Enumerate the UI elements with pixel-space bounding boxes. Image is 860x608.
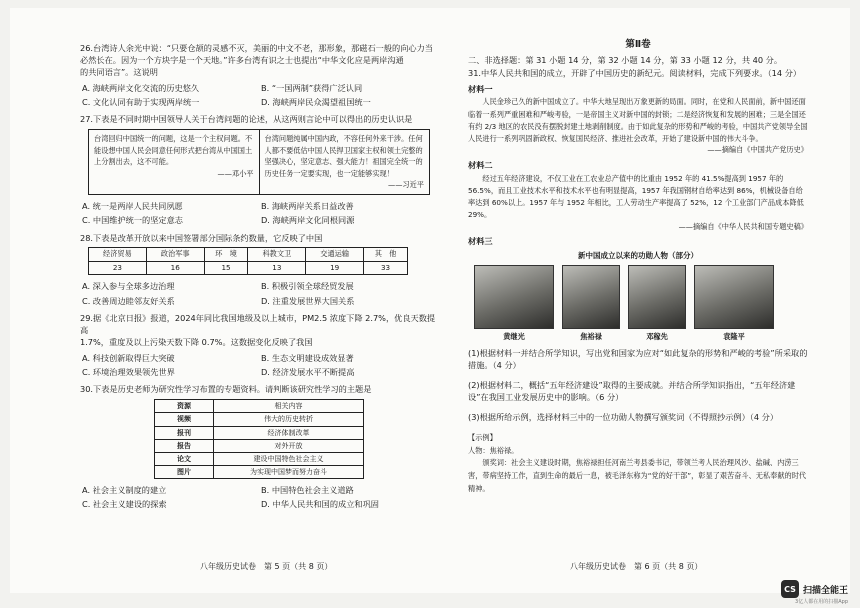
q27-stem: 27.下表是不同时期中国领导人关于台湾问题的论述，从这两则言论中可以得出的历史认识是 [80,114,413,125]
question-30 [80,384,440,511]
photo-deng-jiaxian [628,265,686,342]
example-award-speech: 颁奖词：社会主义建设时期，焦裕禄担任河南兰考县委书记，带领兰考人民治理风沙、盐碱、内涝三害，带病坚持工作，直到生命的最后一息，被毛泽东称为“党的好干部”，彰显了艰苦奋斗、无私奉献的时代精神。 [468,458,807,493]
portrait-image [474,265,554,329]
material-1-source: ——摘编自《中国共产党历史》 [707,145,808,155]
material-2-source: ——摘编自《中华人民共和国专题史稿》 [678,221,808,231]
portrait-image [694,265,774,329]
page-5 [80,38,440,512]
question-31-stem: 31.中华人民共和国的成立，开辟了中国历史的新纪元。阅读材料，完成下列要求。（14 分） [468,67,802,78]
photo-jiao-yulu [562,265,620,342]
photo-caption: 焦裕禄 [580,331,602,341]
camscanner-tagline: 3亿人都在用的扫描App [795,599,848,605]
question-27 [80,114,440,227]
q30-header-resource: 资源 [155,400,214,413]
sub-question-2: (2)根据材料二，概括“五年经济建设”取得的主要成就。并结合所学知识指出，“五年经济建设”在我国工业发展历史中的影响。（6 分） [468,380,796,403]
sub-question-1: (1)根据材料一并结合所学知识，写出党和国家为应对“如此复杂的形势和严峻的考验”所采取的措施。（4 分） [468,348,808,371]
material-3-heading: 材料三 [468,236,493,247]
q28-header-cell: 政治军事 [146,248,204,261]
q30-header-content: 相关内容 [214,400,364,413]
camscanner-watermark [781,580,848,605]
section-instruction: 二、非选择题：第 31 小题 14 分，第 32 小题 14 分，第 33 小题 12 分，共 40 分。 [468,54,783,65]
q30-option-c: C. 社会主义建设的探索 [82,499,167,510]
example-heading: 【示例】 [468,433,497,443]
table-cell: 经济体制改革 [214,426,364,439]
q29-option-b: B. 生态文明建设成效显著 [261,352,354,363]
q29-option-a: A. 科技创新取得巨大突破 [82,352,175,363]
q28-header-cell: 环 境 [204,248,248,261]
q30-option-d: D. 中华人民共和国的成立和巩固 [261,499,379,510]
q28-header-cell: 交通运输 [306,248,364,261]
q28-option-a: A. 深入参与全球多边治理 [82,281,175,292]
q27-quote-1-text: 台湾回归中国统一的问题，这是一个主权问题。不能设想中国人民会同意任何形式把台湾从中国国土上分割出去，这不可能。 [94,134,253,167]
q27-signature-1: ——邓小平 [217,168,254,178]
q30-resource-table [154,399,364,479]
q27-option-c: C. 中国维护统一的坚定意志 [82,215,183,226]
q28-value-cell: 19 [306,261,364,274]
table-cell: 为实现中国梦而努力奋斗 [214,465,364,478]
question-29 [80,313,440,379]
q26-option-c: C. 文化认同有助于实现两岸统一 [82,97,200,108]
q27-quote-table [88,129,430,195]
material-2-heading: 材料二 [468,159,493,170]
table-cell: 伟大的历史转折 [214,413,364,426]
q26-option-b: B. “一国两制”获得广泛认同 [261,82,363,93]
q26-stem-1: 26.台湾诗人余光中说：“只要仓颉的灵感不灭，美丽的中文不老，那形象，那磁石一般的向心力当 [80,43,433,53]
q29-stem-1: 29.据《北京日报》报道，2024年同比我国地级及以上城市，PM2.5 浓度下降 2.7%，优良天数提高 [80,312,436,335]
q28-header-cell: 其 他 [364,248,408,261]
page-5-footer: 八年级历史试卷 第 5 页（共 8 页） [200,562,333,571]
camscanner-name: 扫描全能王 [802,585,848,596]
q28-option-d: D. 注重发展世界大国关系 [261,295,355,306]
material-1-text: 人民金珍己久的新中国成立了。中华大地呈现出万象更新的局面。同时，在党和人民面前，新中国还面临着一系列严重困难和严峻考验，一是帝国主义对新中国的封锁；二是经济恢复和发展的困难；三是全国还有约 2/3 地区的农民没有摆脱封建土地剥削制度。由于如此复杂的形势和严峻的考验，中国共产党领导全国人民进行一系列巩固新政权、恢复国民经济、推进社会改革，开始了建设新中国的伟大斗争。 [468,97,808,144]
q28-value-cell: 13 [248,261,306,274]
q26-stem-3: 的共同语言”。这说明 [80,66,158,77]
q28-stem: 28.下表是改革开放以来中国签署部分国际条约数量，它反映了中国 [80,232,323,243]
q28-value-cell: 33 [364,261,408,274]
camscanner-logo-icon: CS [781,580,799,598]
question-28 [80,233,440,308]
material-2-text: 经过五年经济建设，不仅工业在工农业总产值中的比重由 1952 年的 41.5%提高到 1957 年的 56.5%，而且工业技术水平和技术水平也有明显提高，1957 年我国钢材自给率达到 86%，机械设备自给率达到 60%以上。1957 年与 1952 年相比，工人劳动生产率提高了 52%，12 个工业部门产品成本降低 29%。 [468,173,804,220]
q27-option-a: A. 统一是两岸人民共同夙愿 [82,200,183,211]
q28-header-cell: 科教文卫 [248,248,306,261]
page-6 [468,8,808,495]
q29-option-c: C. 环境治理效果领先世界 [82,366,175,377]
portrait-image [562,265,620,329]
q26-stem-2: 必然长在。因为一个方块字是一个天地。”许多台湾有识之士也提出“中华文化应是两岸沟通 [80,54,404,65]
photo-yuan-longping [694,265,774,342]
q28-header-cell: 经济贸易 [89,248,147,261]
exam-sheet [10,8,850,593]
q30-option-b: B. 中国特色社会主义道路 [261,485,354,496]
material-1-heading: 材料一 [468,83,493,94]
table-cell: 建设中国特色社会主义 [214,452,364,465]
section-title: 第Ⅱ卷 [625,39,651,50]
table-row: 论文 [155,452,214,465]
q28-value-cell: 16 [146,261,204,274]
q30-stem: 30.下表是历史老师为研究性学习布置的专题资料。请判断该研究性学习的主题是 [80,384,372,395]
q29-option-d: D. 经济发展水平不断提高 [261,366,355,377]
q26-option-a: A. 海峡两岸文化交流的历史悠久 [82,82,200,93]
table-row: 视频 [155,413,214,426]
q28-option-b: B. 积极引领全球经贸发展 [261,281,354,292]
q27-quote-deng [89,130,259,194]
photos-title: 新中国成立以来的功勋人物（部分） [578,250,698,260]
q28-option-c: C. 改善周边睦邻友好关系 [82,295,175,306]
q28-treaty-table [88,247,408,275]
photo-huang-jiguang [474,265,554,342]
hero-photos [474,265,774,342]
photo-caption: 邓稼先 [646,331,668,341]
q26-option-d: D. 海峡两岸民众渴望祖国统一 [261,97,371,108]
q28-value-cell: 23 [89,261,147,274]
photo-caption: 黄继光 [503,331,525,341]
q27-signature-2: ——习近平 [388,180,424,190]
table-row: 报告 [155,439,214,452]
q27-quote-2-text: 台湾问题纯属中国内政，不容任何外来干涉。任何人都不要低估中国人民捍卫国家主权和领土完整的坚强决心，坚定意志、强大能力！祖国完全统一的历史任务一定要实现，也一定能够实现！ [264,134,423,178]
table-cell: 对外开放 [214,439,364,452]
q28-value-cell: 15 [204,261,248,274]
example-person: 人物：焦裕禄。 [468,445,519,455]
table-row: 图片 [155,465,214,478]
q29-stem-2: 1.7%，重度及以上污染天数下降 0.7%。这数据变化反映了我国 [80,336,313,347]
photo-caption: 袁隆平 [723,331,745,341]
portrait-image [628,265,686,329]
question-26 [80,43,440,109]
q30-option-a: A. 社会主义制度的建立 [82,485,167,496]
q27-option-b: B. 海峡两岸关系日益改善 [261,200,354,211]
q27-quote-xi [259,130,430,194]
table-row: 报刊 [155,426,214,439]
page-6-footer: 八年级历史试卷 第 6 页（共 8 页） [570,562,703,571]
sub-question-3: (3)根据所给示例，选择材料三中的一位功勋人物撰写颁奖词（不得照抄示例）（4 分） [468,412,779,423]
q27-option-d: D. 海峡两岸文化同根同源 [261,215,355,226]
